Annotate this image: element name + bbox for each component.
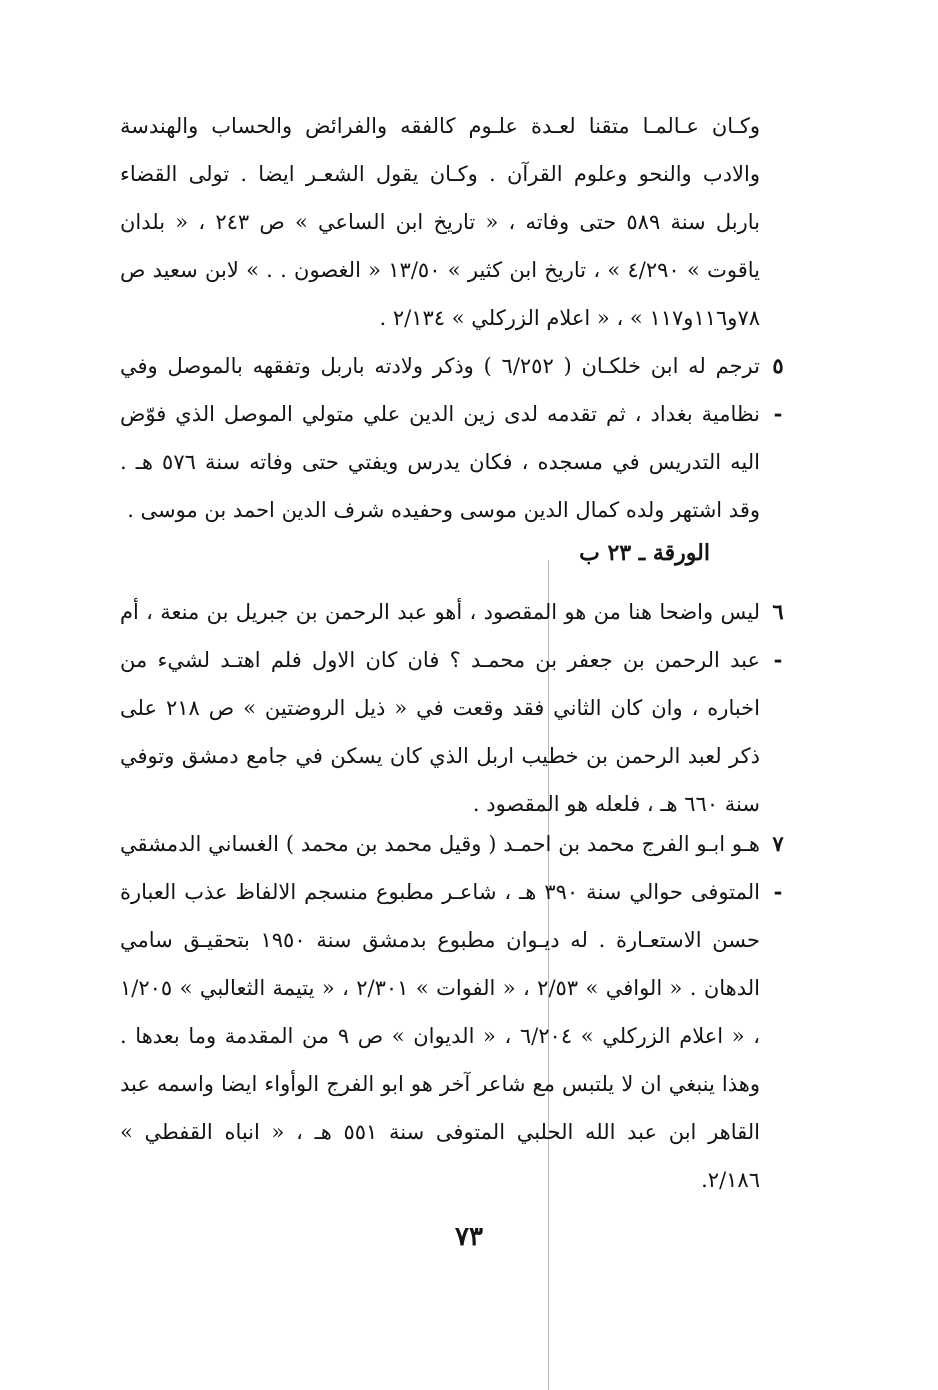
footnote-5 <box>120 342 784 534</box>
intro-paragraph <box>120 102 760 342</box>
footnote-text: ليس واضحا هنا من هو المقصود ، أهو عبد الرحمن بن جبريل بن منعة ، أم عبد الرحمن بن جعفر بن محمـد ؟ فان كان الاول فلم اهتـد لشيء من اخباره ، وان كان الثاني فقد وقعت في « ذيل الروضتين » ص ٢١٨ على ذكر لعبد الرحمن بن خطيب اربل الذي كان يسكن في جامع دمشق وتوفي سنة ٦٦٠ هـ ، فلعله هو المقصود . <box>120 600 761 816</box>
footnote-number: ٥ - <box>772 353 784 426</box>
footnote-text: هـو ابـو الفرج محمد بن احمـد ( وقيل محمد بن محمد ) الغساني الدمشقي المتوفى حوالي سنة ٣٩٠ هـ ، شاعـر مطبوع منسجم الالفاظ عذب العبارة حسن الاستعـارة . له ديـوان مطبوع بدمشق سنة ١٩٥٠ بتحقيـق سامي الدهان . « الوافي » ٢/٥٣ ، « الفوات » ٢/٣٠١ ، « يتيمة الثعالبي » ١/٢٠٥ ، « اعلام الزركلي » ٦/٢٠٤ ، « الديوان » ص ٩ من المقدمة وما بعدها . وهذا ينبغي ان لا يلتبس مع شاعر آخر هو ابو الفرج الوأواء ايضا واسمه عبد القاهر ابن عبد الله الحلبي المتوفى سنة ٥٥١ هـ ، « انباه القفطي » ٢/١٨٦. <box>120 832 761 1192</box>
section-heading: الورقة ـ ٢٣ ب <box>579 540 710 566</box>
intro-text: وكـان عـالمـا متقنا لعـدة علـوم كالفقه والفرائض والحساب والهندسة والادب والنحو وعلوم القرآن . وكـان يقول الشعـر ايضا . تولى القضاء باربل سنة ٥٨٩ حتى وفاته ، « تاريخ ابن الساعي » ص ٢٤٣ ، « بلدان ياقوت » ٤/٢٩٠ » ، تاريخ ابن كثير » ١٣/٥٠ « الغصون . . » لابن سعيد ص ٧٨و١١٦و١١٧ » ، « اعلام الزركلي » ٢/١٣٤ . <box>120 114 760 330</box>
page-number: ٧٣ <box>455 1222 483 1252</box>
footnote-number: ٧ - <box>772 831 784 904</box>
footnote-text: ترجم له ابن خلكـان ( ٦/٢٥٢ ) وذكر ولادته باربل وتفقهه بالموصل وفي نظامية بغداد ، ثم تقدمه لدى زين الدين علي متولي الموصل الذي فوّض اليه التدريس في مسجده ، فكان يدرس ويفتي حتى وفاته سنة ٥٧٦ هـ . وقد اشتهر ولده كمال الدين موسى وحفيده شرف الدين احمد بن موسى . <box>120 354 760 522</box>
footnote-number: ٦ - <box>772 599 784 672</box>
footnote-6 <box>120 588 784 828</box>
footnote-7 <box>120 820 784 1204</box>
